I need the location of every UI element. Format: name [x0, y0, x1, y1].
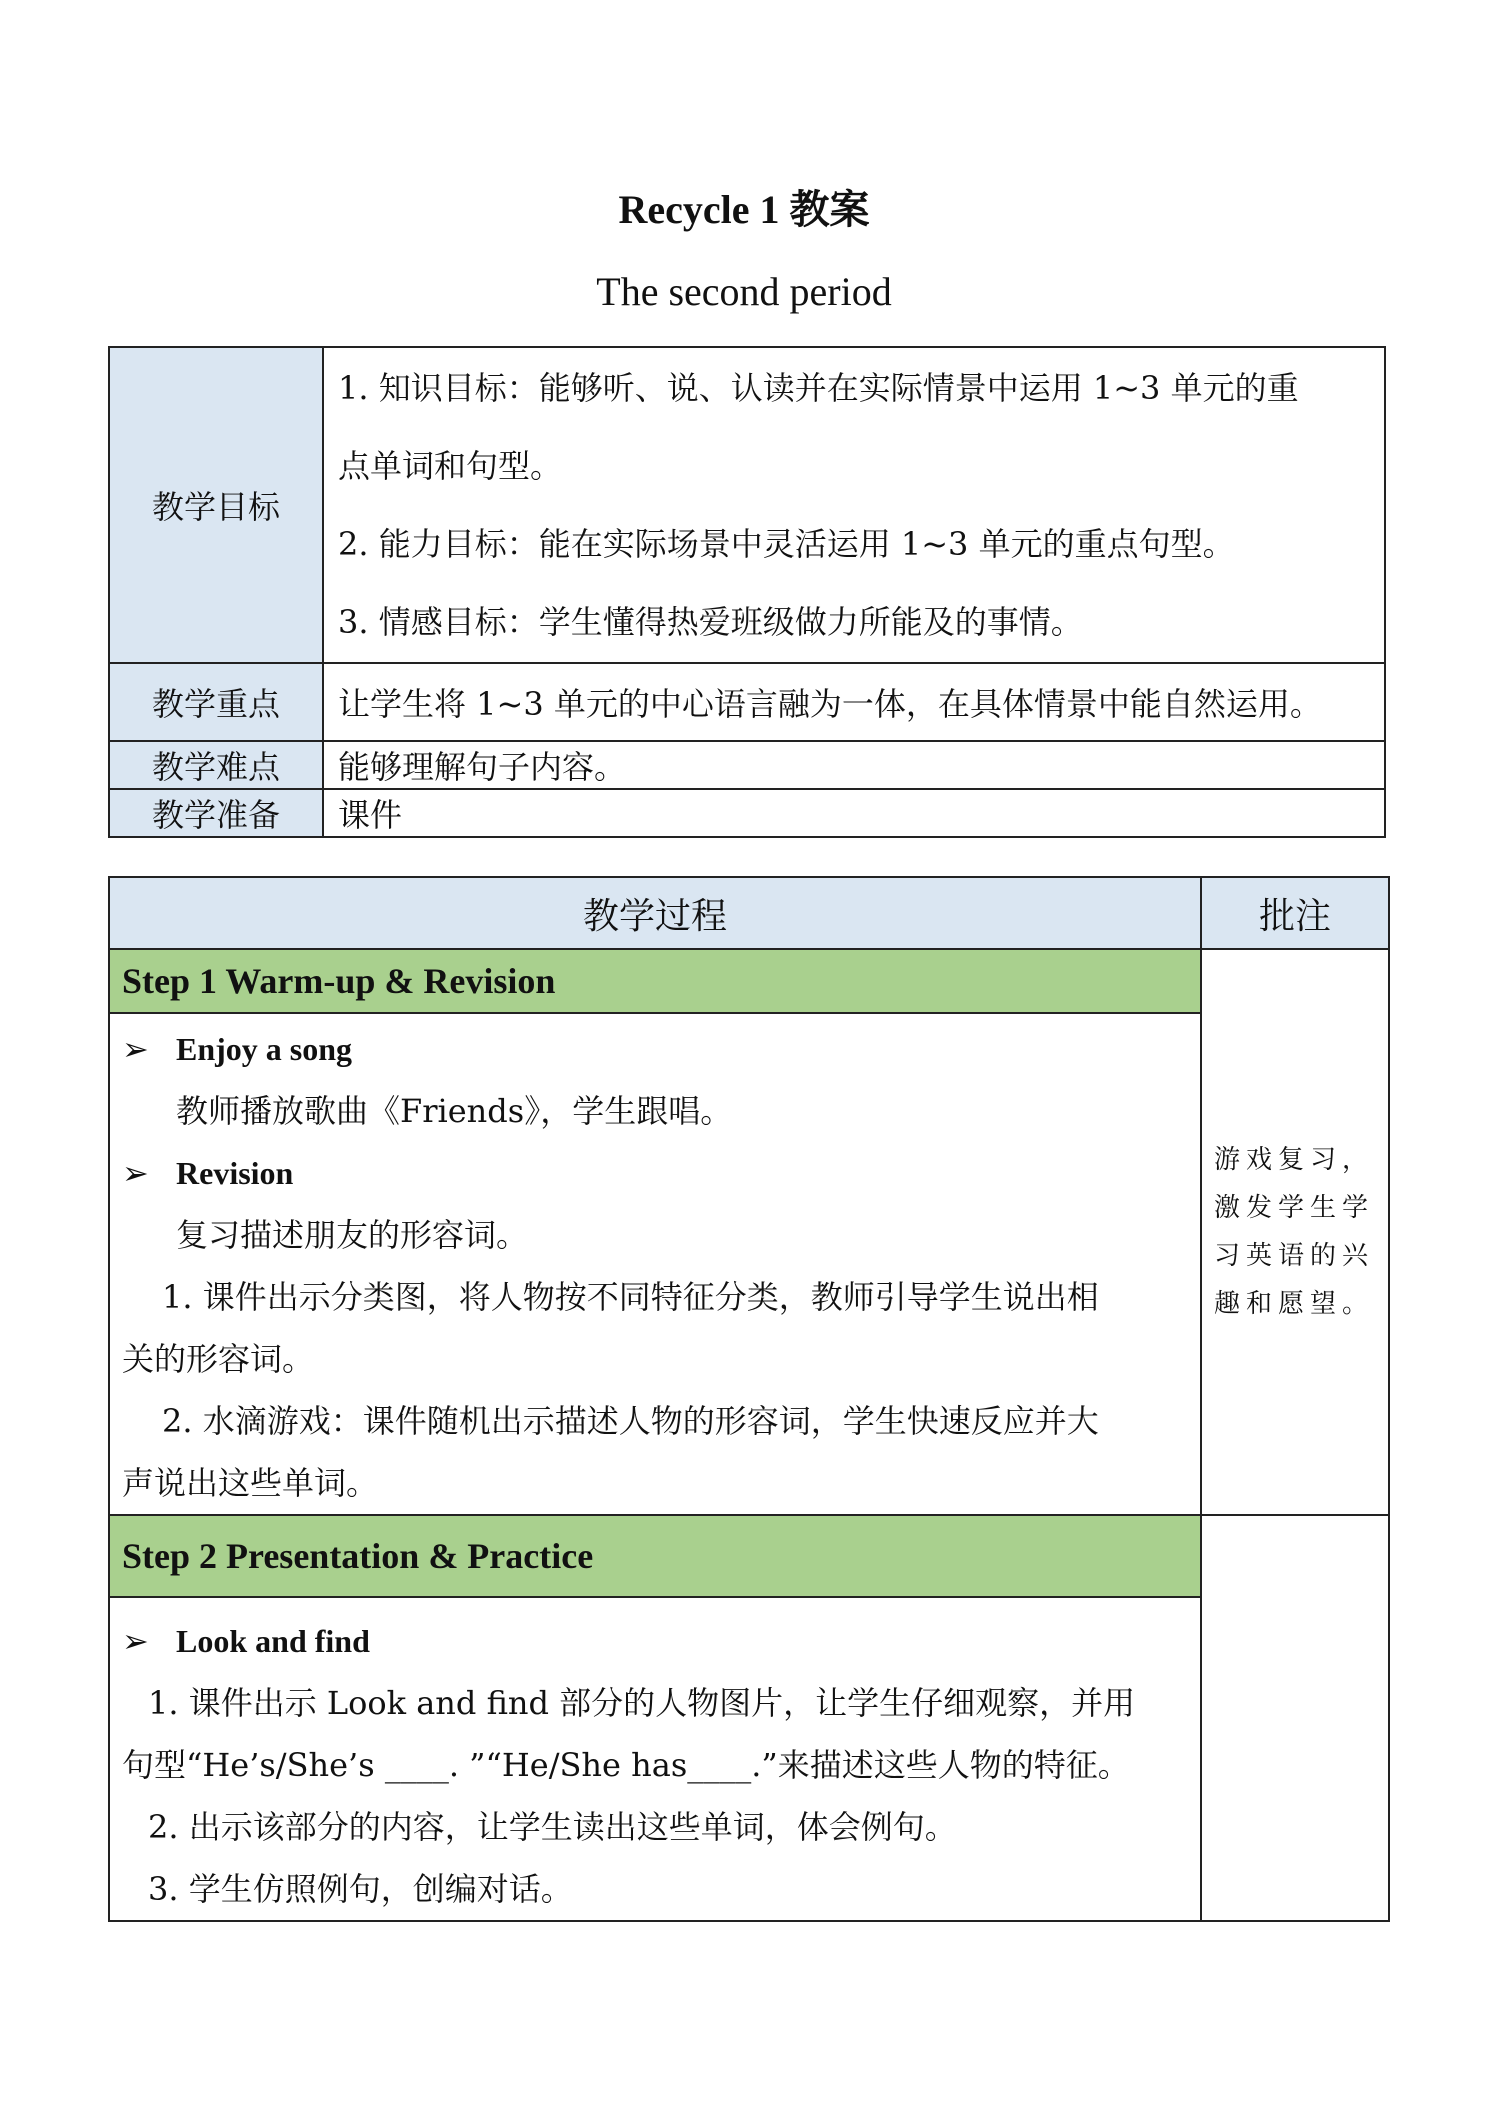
- note-line: 习英语的兴: [1214, 1241, 1375, 1271]
- difficulties-value: 能够理解句子内容。: [323, 741, 1385, 789]
- preparation-row: [109, 789, 1385, 837]
- step1-title: Step 1 Warm-up & Revision: [109, 949, 1201, 1013]
- step2-line: 3. 学生仿照例句，创编对话。: [148, 1870, 573, 1908]
- key-points-label: 教学重点: [109, 663, 323, 741]
- step1-line: 声说出这些单词。: [122, 1464, 379, 1502]
- step1-note: [1201, 949, 1389, 1515]
- step1-bullet-enjoy: ➢ Enjoy a song: [110, 1018, 1200, 1080]
- step2-note: [1201, 1515, 1389, 1921]
- objective-line: 3. 情感目标：学生懂得热爱班级做力所能及的事情。: [338, 603, 1083, 641]
- arrow-bullet-icon: ➢: [122, 1154, 149, 1192]
- step1-body: [109, 1013, 1201, 1515]
- step1-bullet-revision: ➢ Revision: [110, 1142, 1200, 1204]
- process-header: 教学过程: [109, 877, 1201, 949]
- page-subtitle: The second period: [596, 269, 892, 314]
- step2-line: 句型“He’s/She’s ____. ”“He/She has____.”来描述这些人物的特征。: [122, 1746, 1130, 1784]
- preparation-value: 课件: [323, 789, 1385, 837]
- step1-line: 教师播放歌曲《Friends》，学生跟唱。: [176, 1092, 733, 1130]
- step1-line: 2. 水滴游戏：课件随机出示描述人物的形容词，学生快速反应并大: [162, 1402, 1099, 1440]
- arrow-bullet-icon: ➢: [122, 1030, 149, 1068]
- objective-line: 点单词和句型。: [338, 447, 563, 485]
- step2-body: [109, 1597, 1201, 1921]
- step2-body-row: [109, 1597, 1389, 1921]
- process-table: [108, 876, 1390, 1922]
- process-header-row: [109, 877, 1389, 949]
- step2-line: 1. 课件出示 Look and find 部分的人物图片，让学生仔细观察，并用: [148, 1684, 1136, 1722]
- step1-title-row: [109, 949, 1389, 1013]
- step2-bullet-look: ➢ Look and find: [110, 1610, 1200, 1672]
- step1-body-row: [109, 1013, 1389, 1515]
- page-title: Recycle 1 教案: [618, 187, 870, 232]
- step1-line: 关的形容词。: [122, 1340, 315, 1378]
- arrow-bullet-icon: ➢: [122, 1622, 149, 1660]
- step1-line: 1. 课件出示分类图，将人物按不同特征分类，教师引导学生说出相: [162, 1278, 1099, 1316]
- objective-line: 2. 能力目标：能在实际场景中灵活运用 1~3 单元的重点句型。: [338, 525, 1235, 563]
- key-points-value: 让学生将 1~3 单元的中心语言融为一体，在具体情景中能自然运用。: [323, 663, 1385, 741]
- key-points-row: [109, 663, 1385, 741]
- objective-line: 1. 知识目标：能够听、说、认读并在实际情景中运用 1~3 单元的重: [338, 369, 1299, 407]
- step2-title: Step 2 Presentation & Practice: [109, 1515, 1201, 1597]
- difficulties-row: [109, 741, 1385, 789]
- note-line: 趣和愿望。: [1214, 1289, 1375, 1319]
- objectives-row: [109, 347, 1385, 663]
- step2-title-row: [109, 1515, 1389, 1597]
- notes-header: 批注: [1201, 877, 1389, 949]
- note-line: 激发学生学: [1214, 1193, 1375, 1223]
- step2-line: 2. 出示该部分的内容，让学生读出这些单词，体会例句。: [148, 1808, 957, 1846]
- objectives-content: [323, 347, 1385, 663]
- note-line: 游戏复习，: [1214, 1145, 1375, 1175]
- objectives-label: 教学目标: [109, 347, 323, 663]
- step1-line: 复习描述朋友的形容词。: [176, 1216, 529, 1254]
- difficulties-label: 教学难点: [109, 741, 323, 789]
- preparation-label: 教学准备: [109, 789, 323, 837]
- info-table: [108, 346, 1386, 838]
